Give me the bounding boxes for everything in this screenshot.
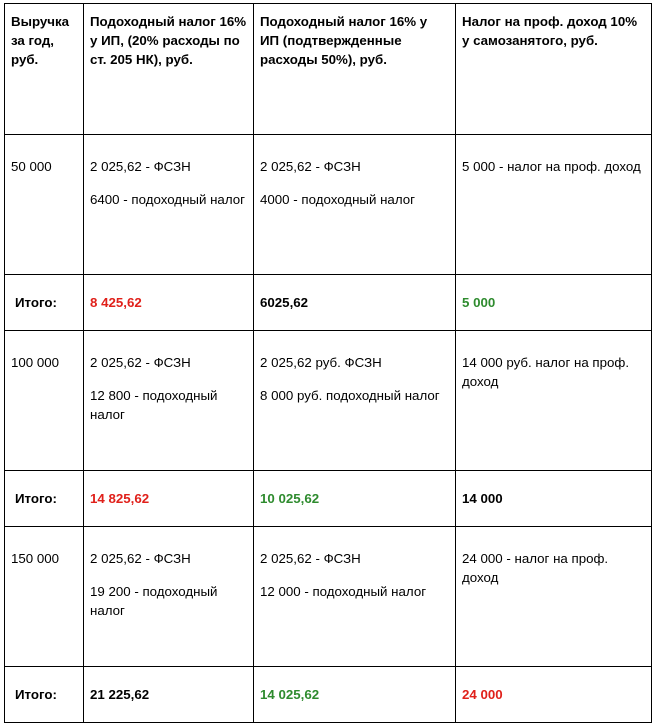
ip-20-cell: [84, 527, 254, 667]
header-ip-50-expenses: Подоходный налог 16% у ИП (подтвержденные расходы 50%), руб.: [254, 4, 456, 135]
total-label: Итого:: [5, 667, 84, 723]
total-ip-20: 8 425,62: [84, 275, 254, 331]
total-ip-20: 21 225,62: [84, 667, 254, 723]
ip-20-cell: [84, 331, 254, 471]
total-ip-50: 10 025,62: [254, 471, 456, 527]
income-tax-line: 6400 - подоходный налог: [90, 192, 245, 207]
income-tax-line: 4000 - подоходный налог: [260, 192, 415, 207]
total-row: [5, 471, 652, 527]
revenue-cell: 100 000: [5, 331, 84, 471]
tax-comparison-table: [4, 3, 652, 723]
income-tax-line: 8 000 руб. подоходный налог: [260, 388, 440, 403]
fszn-line: 2 025,62 - ФСЗН: [90, 159, 191, 174]
fszn-line: 2 025,62 - ФСЗН: [260, 159, 361, 174]
income-tax-line: 12 800 - подоходный налог: [90, 388, 218, 422]
fszn-line: 2 025,62 - ФСЗН: [260, 551, 361, 566]
ip-50-cell: [254, 527, 456, 667]
revenue-cell: 50 000: [5, 135, 84, 275]
header-ip-20-expenses: Подоходный налог 16% у ИП, (20% расходы по ст. 205 НК), руб.: [84, 4, 254, 135]
self-employed-cell: [456, 527, 652, 667]
header-self-employed: Налог на проф. доход 10% у самозанятого, руб.: [456, 4, 652, 135]
fszn-line: 2 025,62 руб. ФСЗН: [260, 355, 382, 370]
header-row: [5, 4, 652, 135]
total-self-employed: 5 000: [456, 275, 652, 331]
header-revenue: Выручка за год, руб.: [5, 4, 84, 135]
self-employed-cell: [456, 135, 652, 275]
ip-50-cell: [254, 331, 456, 471]
income-tax-line: 19 200 - подоходный налог: [90, 584, 218, 618]
income-tax-line: 12 000 - подоходный налог: [260, 584, 427, 599]
table-row: [5, 527, 652, 667]
total-row: [5, 667, 652, 723]
total-ip-50: 14 025,62: [254, 667, 456, 723]
total-ip-50: 6025,62: [254, 275, 456, 331]
fszn-line: 2 025,62 - ФСЗН: [90, 355, 191, 370]
total-label: Итого:: [5, 275, 84, 331]
ip-20-cell: [84, 135, 254, 275]
total-row: [5, 275, 652, 331]
fszn-line: 2 025,62 - ФСЗН: [90, 551, 191, 566]
prof-tax-line: 14 000 руб. налог на проф. доход: [462, 355, 630, 389]
revenue-cell: 150 000: [5, 527, 84, 667]
total-self-employed: 14 000: [456, 471, 652, 527]
table-row: [5, 135, 652, 275]
total-label: Итого:: [5, 471, 84, 527]
ip-50-cell: [254, 135, 456, 275]
table-row: [5, 331, 652, 471]
total-ip-20: 14 825,62: [84, 471, 254, 527]
prof-tax-line: 24 000 - налог на проф. доход: [462, 551, 609, 585]
prof-tax-line: 5 000 - налог на проф. доход: [462, 159, 641, 174]
self-employed-cell: [456, 331, 652, 471]
total-self-employed: 24 000: [456, 667, 652, 723]
